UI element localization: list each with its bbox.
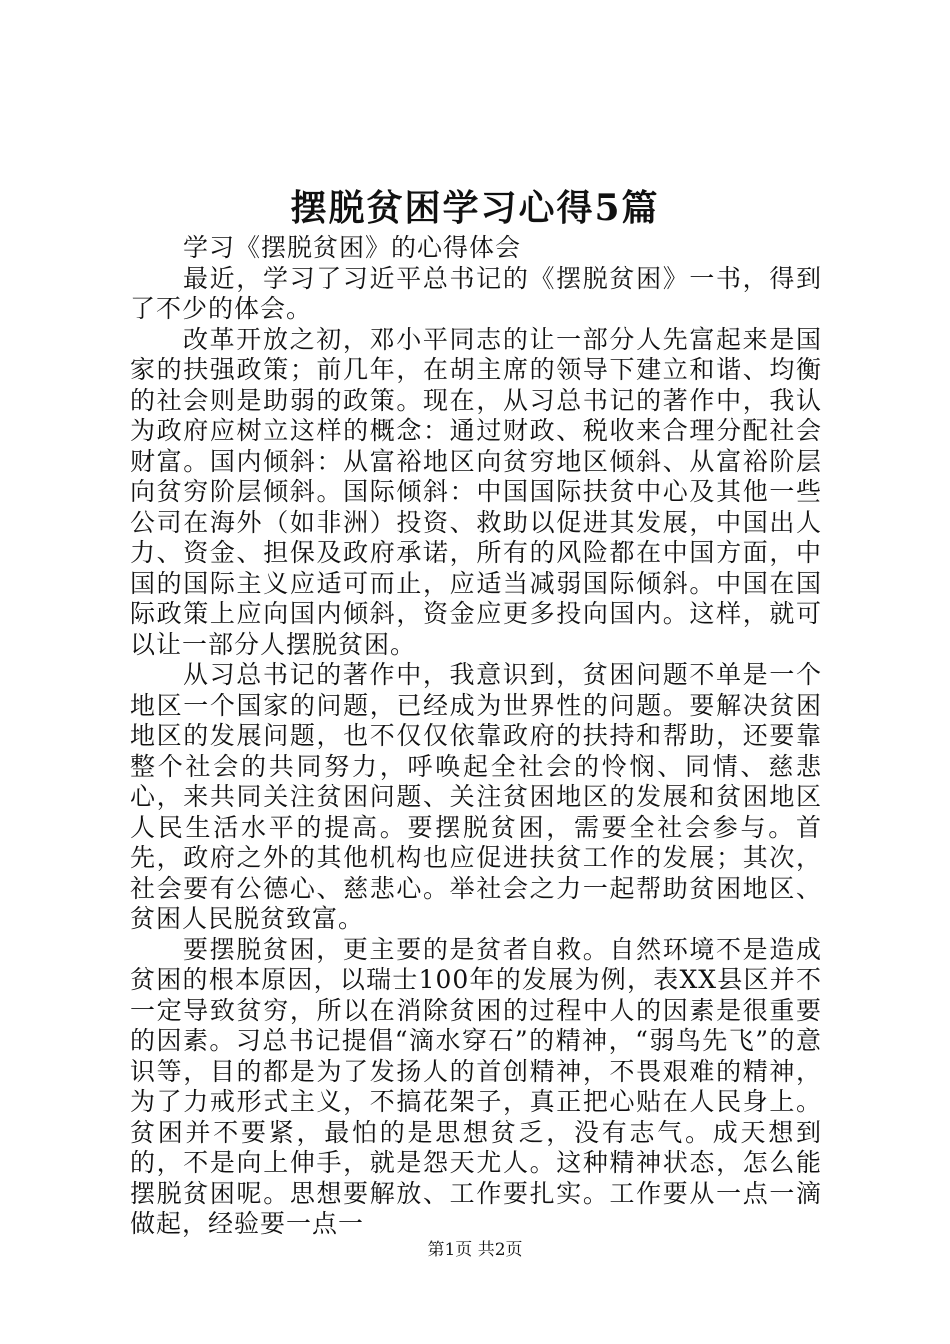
paragraph: 最近，学习了习近平总书记的《摆脱贫困》一书，得到了不少的体会。: [130, 263, 822, 323]
paragraph: 改革开放之初，邓小平同志的让一部分人先富起来是国家的扶强政策；前几年，在胡主席的领导下建立和谐、均衡的社会则是助弱的政策。现在，从习总书记的著作中，我认为政府应树立这样的概念：通过财政、税收来合理分配社会财富。国内倾斜：从富裕地区向贫穷地区倾斜、从富裕阶层向贫穷阶层倾斜。国际倾斜：中国国际扶贫中心及其他一些公司在海外（如非洲）投资、救助以促进其发展，中国出人力、资金、担保及政府承诺，所有的风险都在中国方面，中国的国际主义应适可而止，应适当减弱国际倾斜。中国在国际政策上应向国内倾斜，资金应更多投向国内。这样，就可以让一部分人摆脱贫困。: [130, 324, 822, 659]
paragraph: 从习总书记的著作中，我意识到，贫困问题不单是一个地区一个国家的问题，已经成为世界性的问题。要解决贫困地区的发展问题，也不仅仅依靠政府的扶持和帮助，还要靠整个社会的共同努力，呼唤起全社会的怜悯、同情、慈悲心，来共同关注贫困问题、关注贫困地区的发展和贫困地区人民生活水平的提高。要摆脱贫困，需要全社会参与。首先，政府之外的其他机构也应促进扶贫工作的发展；其次，社会要有公德心、慈悲心。举社会之力一起帮助贫困地区、贫困人民脱贫致富。: [130, 660, 822, 933]
document-body: [130, 233, 822, 1240]
paragraph-subtitle: 学习《摆脱贫困》的心得体会: [183, 233, 522, 262]
page-footer: 第1页 共2页: [427, 1240, 523, 1260]
paragraph: 要摆脱贫困，更主要的是贫者自救。自然环境不是造成贫困的根本原因，以瑞士100年的发展为例，表XX县区并不一定导致贫穷，所以在消除贫困的过程中人的因素是很重要的因素。习总书记提倡“滴水穿石”的精神，“弱鸟先飞”的意识等，目的都是为了发扬人的首创精神，不畏艰难的精神，为了力戒形式主义，不搞花架子，真正把心贴在人民身上。贫困并不要紧，最怕的是思想贫乏，没有志气。成天想到的，不是向上伸手，就是怨天尤人。这种精神状态，怎么能摆脱贫困呢。思想要解放、工作要扎实。工作要从一点一滴做起，经验要一点一: [130, 934, 822, 1238]
document-title: 摆脱贫困学习心得5篇: [290, 187, 660, 229]
